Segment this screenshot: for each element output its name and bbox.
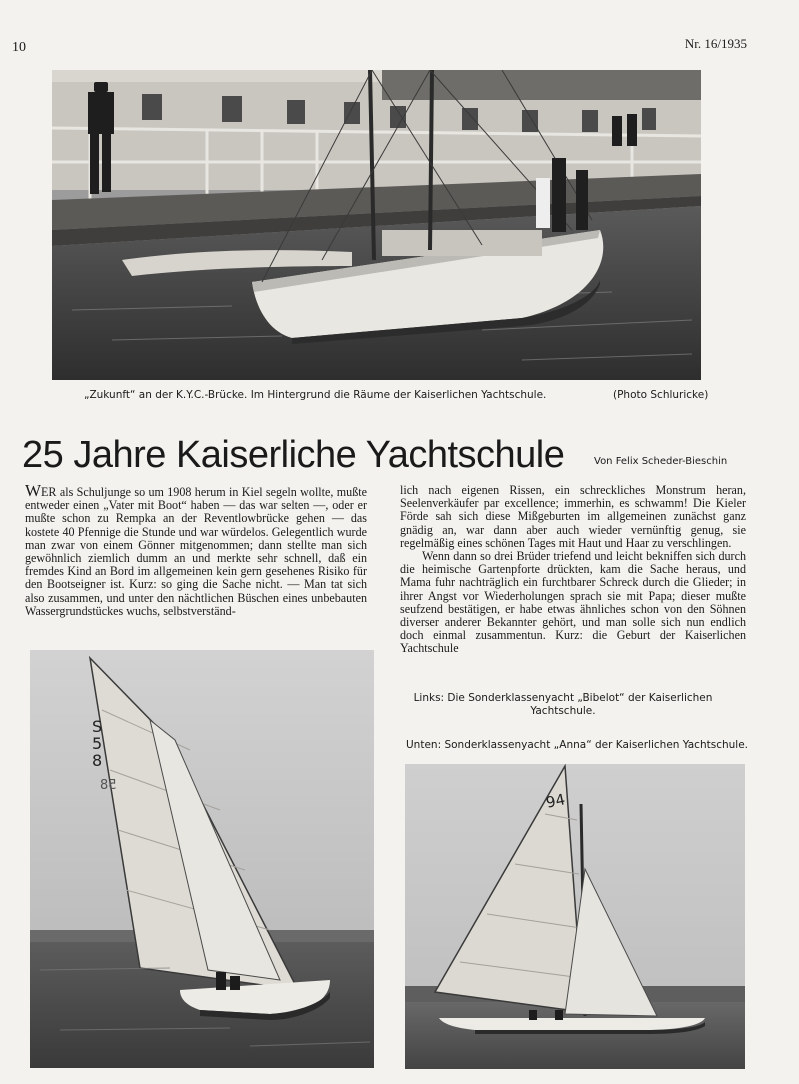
issue-number: Nr. 16/1935 bbox=[684, 36, 747, 51]
anna-sail-number: 94 bbox=[544, 790, 567, 812]
column-1-text: ER als Schuljunge so um 1908 herum in Kiel segeln wollte, mußte entweder einen „Vater mit Boot“ haben — das war selten —, oder er mußte schon zu Rempka an der Reventlowbrücke gehen — das kostete 40 Pfennige die Stunde und war würdelos. Gelegentlich wurde man zwar von einem Gönner mitgenommen; dann stellte man sich gewöhnlich ziemlich dumm an und merkte sehr schnell, daß ein fremdes Kind an Bord im allgemeinen kein gern gesehenes Risiko für den Bootseigner ist. Kurz: so ging die Sache nicht. — Man tat sich also zusammen, und unter den nächtlichen Büschen eines unbebauten Wassergrundstückes wuchs, selbstverständ- bbox=[25, 485, 367, 618]
article-column-1 bbox=[25, 481, 367, 618]
bibelot-caption: Links: Die Sonderklassenyacht „Bibelot“ der Kaiserlichen Yachtschule. bbox=[413, 692, 713, 717]
article-title: 25 Jahre Kaiserliche Yachtschule bbox=[22, 434, 565, 476]
anna-caption: Unten: Sonderklassenyacht „Anna“ der Kaiserlichen Yachtschule. bbox=[406, 739, 748, 751]
page-number: 10 bbox=[12, 40, 26, 55]
article-byline: Von Felix Scheder-Bieschin bbox=[594, 456, 728, 467]
top-photo bbox=[52, 70, 701, 380]
article-column-2 bbox=[400, 484, 746, 656]
top-photo-caption: „Zukunft“ an der K.Y.C.-Brücke. Im Hintergrund die Räume der Kaiserlichen Yachtschule. bbox=[84, 389, 547, 401]
bibelot-sail-number: S 58 bbox=[92, 717, 103, 770]
anna-photo bbox=[405, 764, 745, 1069]
photo-credit: (Photo Schluricke) bbox=[613, 389, 709, 401]
column-2-paragraph-1: lich nach eigenen Rissen, ein schreckliches Monstrum heran, Seelenverkäufer par excellence; immerhin, es schwamm! Die Kieler Förde sah sich diese Mißgeburten im allgemeinen zunächst ganz gnädig an, war dann aber auch wieder vernünftig genug, sie regelmäßig eines schönen Tages mit Haut und Haar zu verschlingen. bbox=[400, 483, 746, 550]
drop-cap: W bbox=[25, 481, 42, 500]
column-2-paragraph-2: Wenn dann so drei Brüder triefend und leicht bekniffen sich durch die heimische Gartenpforte drückten, kam die Sache heraus, und Mama fuhr nachträglich ein furchtbarer Schreck durch die Glieder; in ihrer Angst vor Wiederholungen sprach sie mit Papa; dieser mußte seufzend bestätigen, er habe etwas ähnliches schon von den Söhnen diverser anderer Bekannter gehört, und man solle sich nun endlich doch einmal zusammentun. Kurz: die Geburt der Kaiserlichen Yachtschule bbox=[400, 549, 746, 656]
bibelot-photo bbox=[30, 650, 374, 1068]
bibelot-sail-number-reverse: 58 bbox=[100, 778, 117, 793]
